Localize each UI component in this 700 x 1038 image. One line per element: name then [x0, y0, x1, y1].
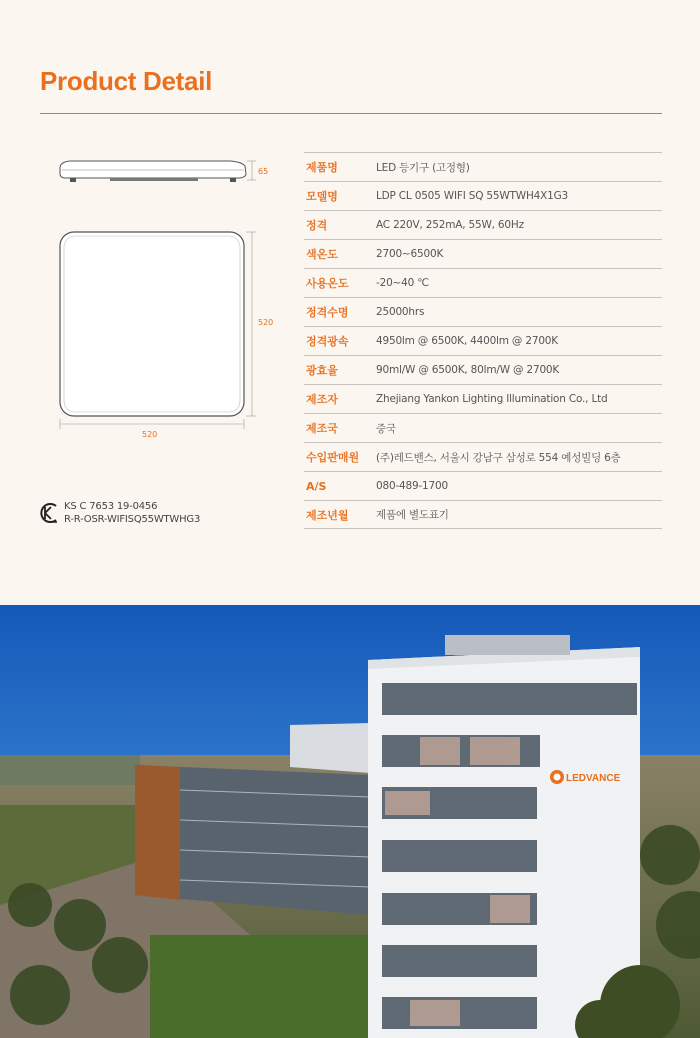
bottom-dimension-label: 520 — [142, 430, 158, 439]
kc-mark-icon — [40, 502, 58, 524]
spec-row — [304, 210, 662, 239]
ledvance-sign: LEDVANCE — [566, 773, 621, 784]
spec-table — [304, 152, 662, 529]
spec-row — [304, 268, 662, 297]
spec-row — [304, 471, 662, 500]
spec-value: 제품에 별도표기 — [376, 509, 449, 521]
side-view — [60, 161, 256, 182]
spec-row — [304, 384, 662, 413]
certification-block — [40, 500, 200, 526]
spec-row — [304, 152, 662, 181]
headquarters-photo — [0, 605, 700, 1038]
spec-value: Zhejiang Yankon Lighting Illumination Co., Ltd — [376, 393, 608, 405]
spec-label: 정격수명 — [306, 306, 349, 319]
spec-value: AC 220V, 252mA, 55W, 60Hz — [376, 219, 524, 231]
spec-label: 제조자 — [306, 393, 338, 406]
spec-value: 2700~6500K — [376, 248, 444, 260]
spec-row — [304, 326, 662, 355]
spec-row — [304, 413, 662, 442]
spec-label: 색온도 — [306, 248, 338, 261]
spec-value: 90ml/W @ 6500K, 80lm/W @ 2700K — [376, 364, 560, 376]
spec-label: 사용온도 — [306, 277, 349, 290]
page-title: Product Detail — [40, 66, 213, 96]
spec-row — [304, 297, 662, 326]
spec-value: 중국 — [376, 422, 396, 435]
spec-label: 정격 — [306, 219, 328, 232]
spec-label: 수입판매원 — [306, 451, 360, 464]
side-dimension-label: 520 — [258, 318, 274, 327]
spec-label: 제조국 — [306, 422, 338, 435]
spec-value: (주)레드밴스, 서울시 강남구 삼성로 554 예성빌딩 6층 — [376, 451, 621, 464]
cert-line-1: KS C 7653 19-0456 — [64, 501, 158, 512]
spec-value: LDP CL 0505 WIFI SQ 55WTWH4X1G3 — [376, 190, 569, 202]
spec-value: 080-489-1700 — [376, 480, 448, 492]
spec-value: 25000hrs — [376, 306, 425, 318]
top-view — [60, 232, 256, 429]
spec-label: 광효율 — [306, 364, 338, 377]
spec-row — [304, 239, 662, 268]
spec-value: -20~40 ℃ — [376, 277, 429, 289]
height-dimension-label: 65 — [258, 167, 269, 176]
spec-row — [304, 442, 662, 471]
fixture-drawing-svg — [40, 140, 300, 450]
dimension-drawing — [40, 140, 300, 450]
spec-row — [304, 500, 662, 529]
spec-label: 정격광속 — [306, 335, 349, 348]
title-divider — [40, 113, 662, 114]
spec-value: 4950lm @ 6500K, 4400lm @ 2700K — [376, 335, 558, 347]
spec-label: 제조년월 — [306, 508, 349, 522]
spec-label: A/S — [306, 479, 327, 493]
spec-row — [304, 181, 662, 210]
spec-row — [304, 355, 662, 384]
building-photo-svg — [0, 605, 700, 1038]
spec-value: LED 등기구 (고정형) — [376, 161, 470, 174]
cert-line-2: R-R-OSR-WIFISQ55WTWHG3 — [64, 514, 201, 525]
spec-label: 모델명 — [306, 190, 338, 203]
spec-label: 제품명 — [306, 161, 338, 174]
